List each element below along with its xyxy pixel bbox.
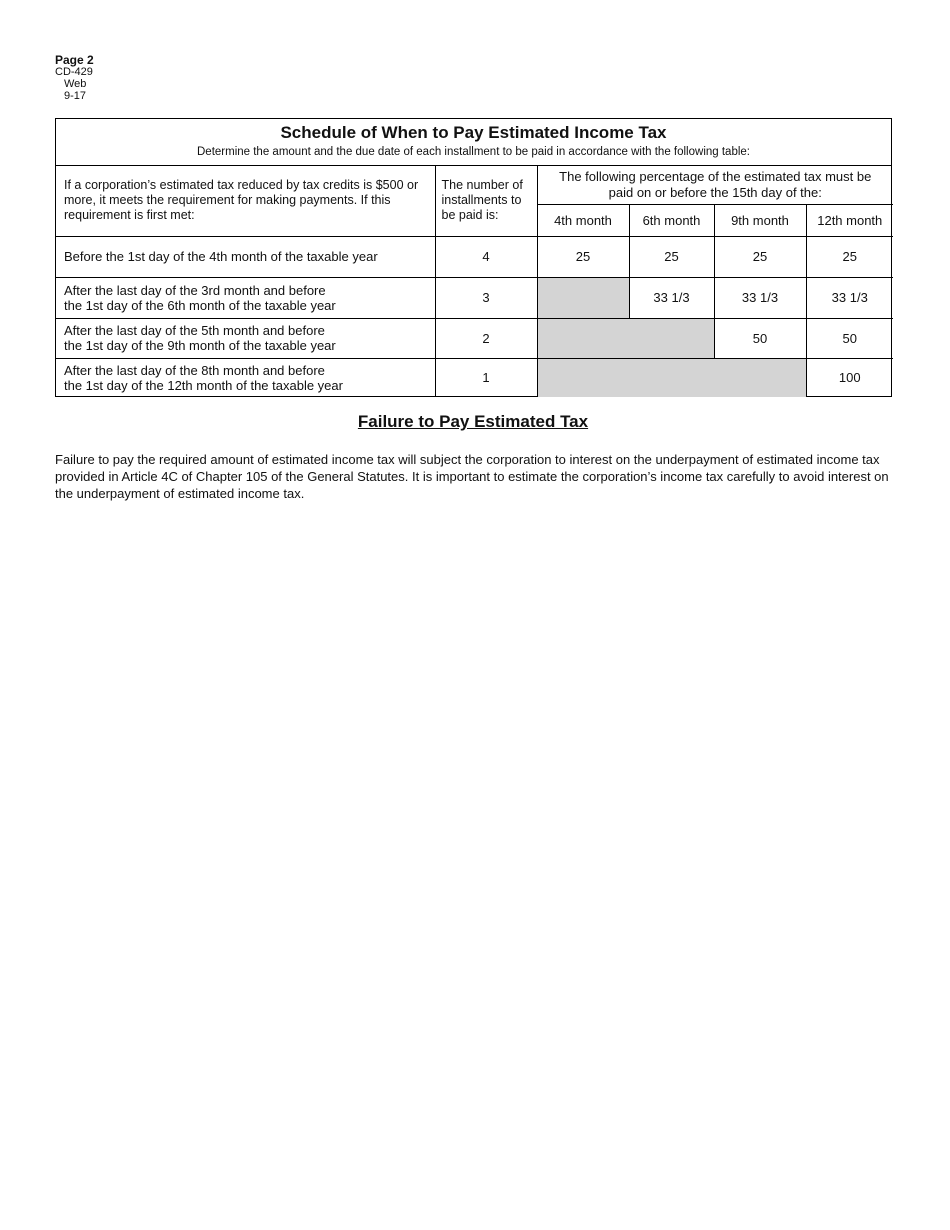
shaded-cell [537, 358, 806, 397]
condition-column-header: If a corporation’s estimated tax reduced by tax credits is $500 or more, it meets the requirement for making payments. If this requirement is first met: [56, 166, 435, 236]
form-id: CD-429 [55, 66, 93, 78]
pct-12th-month: 50 [806, 318, 893, 358]
schedule-table [55, 118, 892, 397]
row-installment-count: 1 [435, 358, 537, 397]
pct-9th-month: 50 [714, 318, 806, 358]
row-installment-count: 4 [435, 236, 537, 277]
shaded-cell [537, 318, 714, 358]
schedule-subtitle: Determine the amount and the due date of each installment to be paid in accordance with the following table: [197, 146, 750, 158]
form-revision: 9-17 [64, 90, 87, 102]
failure-section-body: Failure to pay the required amount of estimated income tax will subject the corporation to interest on the underpayment of estimated income tax provided in Article 4C of Chapter 105 of the General Statutes. It is important to estimate the corporation’s income tax carefully to avoid interest on the underpayment of estimated income tax. [55, 452, 889, 501]
installment-count-header: The number of installments to be paid is: [435, 166, 537, 236]
row-condition-line: the 1st day of the 12th month of the taxable year [64, 377, 343, 393]
pct-12th-month: 33 1/3 [806, 277, 893, 318]
table-row [56, 318, 893, 358]
row-condition-line: the 1st day of the 9th month of the taxable year [64, 338, 336, 353]
page-identifier [55, 54, 94, 102]
pct-9th-month: 25 [714, 236, 806, 277]
pct-12th-month: 25 [806, 236, 893, 277]
pct-12th-month: 100 [806, 358, 893, 397]
table-row [56, 277, 893, 318]
row-condition-line: the 1st day of the 6th month of the taxable year [64, 297, 336, 313]
row-installment-count: 3 [435, 277, 537, 318]
installment-grid [56, 166, 893, 397]
form-edition: Web [64, 78, 87, 90]
row-condition [56, 318, 435, 358]
failure-section-title: Failure to Pay Estimated Tax [357, 412, 589, 431]
schedule-header [56, 119, 891, 166]
row-condition-line: After the last day of the 5th month and before [64, 323, 325, 338]
pct-9th-month: 33 1/3 [714, 277, 806, 318]
month-header-9th: 9th month [714, 204, 806, 236]
table-row [56, 358, 893, 397]
pct-6th-month: 25 [629, 236, 714, 277]
month-header-6th: 6th month [629, 204, 714, 236]
row-installment-count: 2 [435, 318, 537, 358]
table-row [56, 236, 893, 277]
percentage-header: The following percentage of the estimated tax must be paid on or before the 15th day of the: [537, 166, 893, 204]
shaded-cell [537, 277, 629, 318]
row-condition: Before the 1st day of the 4th month of the taxable year [56, 236, 435, 277]
month-header-4th: 4th month [537, 204, 629, 236]
row-condition [56, 277, 435, 318]
pct-4th-month: 25 [537, 236, 629, 277]
page-number: Page 2 [55, 53, 94, 67]
row-condition [56, 358, 435, 397]
row-condition-line: After the last day of the 3rd month and before [64, 282, 326, 298]
month-header-12th: 12th month [806, 204, 893, 236]
row-condition-line: After the last day of the 8th month and before [64, 362, 325, 378]
pct-6th-month: 33 1/3 [629, 277, 714, 318]
schedule-title: Schedule of When to Pay Estimated Income Tax [280, 123, 667, 142]
